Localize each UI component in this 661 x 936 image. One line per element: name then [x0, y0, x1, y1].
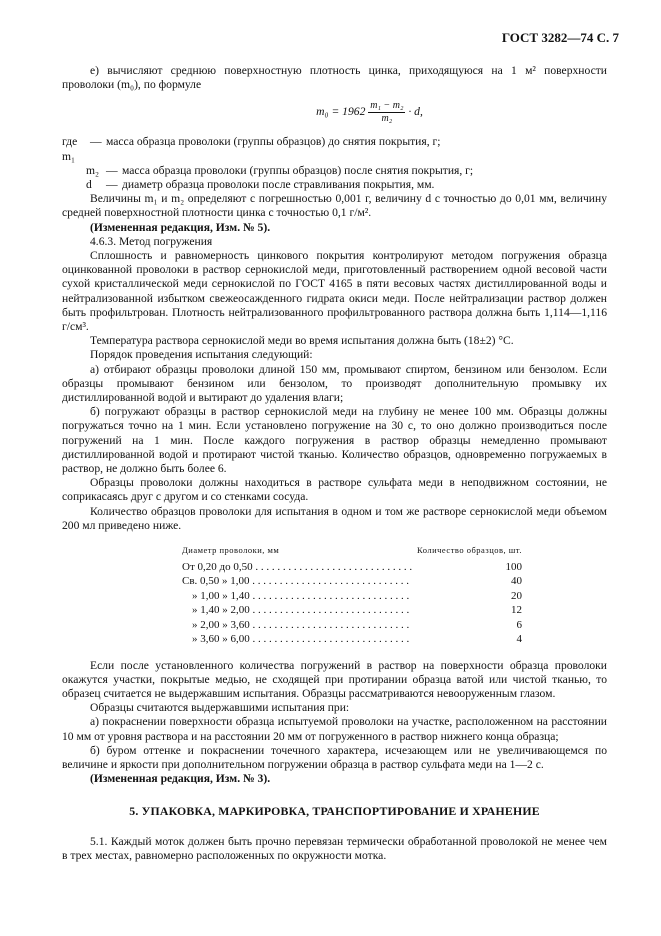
legend-item [62, 135, 607, 163]
paragraph-order: Порядок проведения испытания следующий: [90, 348, 313, 362]
paragraph-method: Сплошность и равномерность цинкового покрытия контролируют методом погружения образца оцинкованной проволоки в раствор сернокислой меди, приготовленный растворением одной весовой части сухой кристаллической меди сернокислой по ГОСТ 4165 в пяти весовых частях дистиллированной воды и нейтрализованной избытком свежеосажденного гидрата окиси меди. После нейтрализации раствор должен быть профильтрован. Плотность нейтрализованного профильтрованного раствора должна быть 1,114—1,116 г/см³. [62, 249, 607, 334]
row-count: 20 [511, 589, 522, 602]
legend-symbol: где m₁ [62, 135, 78, 163]
paragraph-a: а) отбирают образцы проволоки длиной 150 мм, промывают спиртом, бензином или бензолом. Если образцы промывают бензином или бензолом, то производят дополнительную промывку их дистиллированной водой и вытирают до удаления влаги; [62, 362, 607, 405]
row-count: 40 [511, 575, 522, 588]
samples-table [182, 543, 522, 647]
paragraph-values: Величины m₁ и m₂ определяют с погрешностью 0,001 г, величину d с точностью до 0,01 мм, величину средней поверхностной плотности цинка с точностью 0,1 г/м². [62, 192, 607, 220]
formula-numerator: m₁ − m₂ [370, 100, 404, 112]
paragraph-e: е) вычисляют среднюю поверхностную плотность цинка, приходящуюся на 1 м² поверхности проволоки (m₀), по формуле [62, 64, 607, 92]
edition-note-5: (Измененная редакция, Изм. № 5). [90, 220, 271, 234]
paragraph-passed: Образцы считаются выдержавшими испытания при: [90, 701, 350, 715]
row-count: 100 [505, 560, 522, 573]
row-range: От 0,20 до 0,50 [182, 560, 253, 573]
table-header-count: Количество образцов, шт. [416, 545, 522, 556]
formula [132, 100, 607, 125]
row-count: 4 [516, 633, 522, 646]
legend-symbol: d [86, 178, 92, 192]
formula-lhs: m₀ = 1962 [316, 105, 366, 119]
table-header [182, 543, 522, 558]
row-range: » 1,00 » 1,40 [192, 589, 250, 602]
subsection-title: 4.6.3. Метод погружения [90, 234, 213, 248]
legend-text: диаметр образца проволоки после стравливания покрытия, мм. [122, 178, 435, 192]
legend-dash: — [106, 178, 118, 192]
row-range: Св. 0,50 » 1,00 [182, 575, 250, 588]
legend-text: масса образца проволоки (группы образцов) после снятия покрытия, г; [122, 163, 474, 177]
legend-dash: — [90, 135, 102, 149]
row-range: » 2,00 » 3,60 [192, 618, 250, 631]
page-header: ГОСТ 3282—74 С. 7 [501, 30, 619, 45]
table-row: » 2,00 » 3,60 . . . . . . . . . . . . . . . . . . . . . . . . . . . . . 6 [192, 618, 522, 631]
section-5-title: 5. УПАКОВКА, МАРКИРОВКА, ТРАНСПОРТИРОВАНИЕ И ХРАНЕНИЕ [129, 804, 540, 819]
paragraph-passed-b: б) буром оттенке и покраснении точечного характера, исчезающем или не увеличивающемся по величине и яркости при дополнительном погружении образца в раствор сульфата меди на 1—2 с. [62, 743, 607, 772]
paragraph-temperature: Температура раствора сернокислой меди во время испытания должна быть (18±2) °С. [90, 334, 514, 348]
formula-tail: · d, [408, 105, 423, 119]
table-row: » 3,60 » 6,00 . . . . . . . . . . . . . . . . . . . . . . . . . . . . . 4 [192, 633, 522, 646]
formula-denominator: m₂ [381, 113, 393, 125]
formula-fraction [368, 100, 405, 125]
row-range: » 3,60 » 6,00 [192, 633, 250, 646]
paragraph-count: Количество образцов проволоки для испытания в одном и том же растворе сернокислой меди объемом 200 мл приведено ниже. [62, 504, 607, 532]
table-row: От 0,20 до 0,50 . . . . . . . . . . . . . . . . . . . . . . . . . . . . . 100 [182, 560, 522, 573]
table-row: » 1,40 » 2,00 . . . . . . . . . . . . . . . . . . . . . . . . . . . . . 12 [192, 604, 522, 617]
legend-text: масса образца проволоки (группы образцов) до снятия покрытия, г; [106, 135, 441, 149]
row-count: 6 [516, 618, 522, 631]
paragraph-still: Образцы проволоки должны находиться в растворе сульфата меди в неподвижном состоянии, не соприкасаясь друг с другом и со стенками сосуда. [62, 476, 607, 504]
edition-note-3: (Измененная редакция, Изм. № 3). [90, 772, 271, 786]
table-header-diameter: Диаметр проволоки, мм [182, 545, 280, 556]
document-body [62, 64, 607, 863]
paragraph-passed-a: а) покраснении поверхности образца испытуемой проволоки на участке, расположенном на расстоянии 10 мм от уровня раствора и на расстоянии 20 мм от погруженного в раствор нижнего конца образца; [62, 715, 607, 743]
paragraph-5-1: 5.1. Каждый моток должен быть прочно перевязан термически обработанной проволокой не менее чем в трех местах, равномерно расположенных по окружности мотка. [62, 834, 607, 862]
table-row: » 1,00 » 1,40 . . . . . . . . . . . . . . . . . . . . . . . . . . . . . 20 [192, 589, 522, 602]
legend-dash: — [106, 163, 118, 177]
formula-legend [62, 135, 607, 192]
paragraph-b: б) погружают образцы в раствор сернокислой меди на глубину не менее 100 мм. Образцы должны погружаться точно на 1 мин. Если установлено погружение на 30 с, то оно должно производиться после погружений на 1 мин. После каждого погружения в раствор образцы немедленно промывают дистиллированной водой и протирают чистой тканью. Количество образцов, одновременно погружаемых в раствор, не должно быть более 6. [62, 405, 607, 476]
legend-item [62, 178, 607, 192]
row-range: » 1,40 » 2,00 [192, 604, 250, 617]
legend-symbol: m₂ [86, 163, 100, 177]
row-count: 12 [511, 604, 522, 617]
table-row: Св. 0,50 » 1,00 . . . . . . . . . . . . . . . . . . . . . . . . . . . . . 40 [182, 575, 522, 588]
paragraph-after: Если после установленного количества погружений в раствор на поверхности образца проволоки окажутся участки, покрытые медью, не сходящей при протирании образца ватой или чистой тканью, то образец считается не выдержавшим испытания. Образцы рассматриваются невооруженным глазом. [62, 658, 607, 700]
legend-item [62, 164, 607, 178]
